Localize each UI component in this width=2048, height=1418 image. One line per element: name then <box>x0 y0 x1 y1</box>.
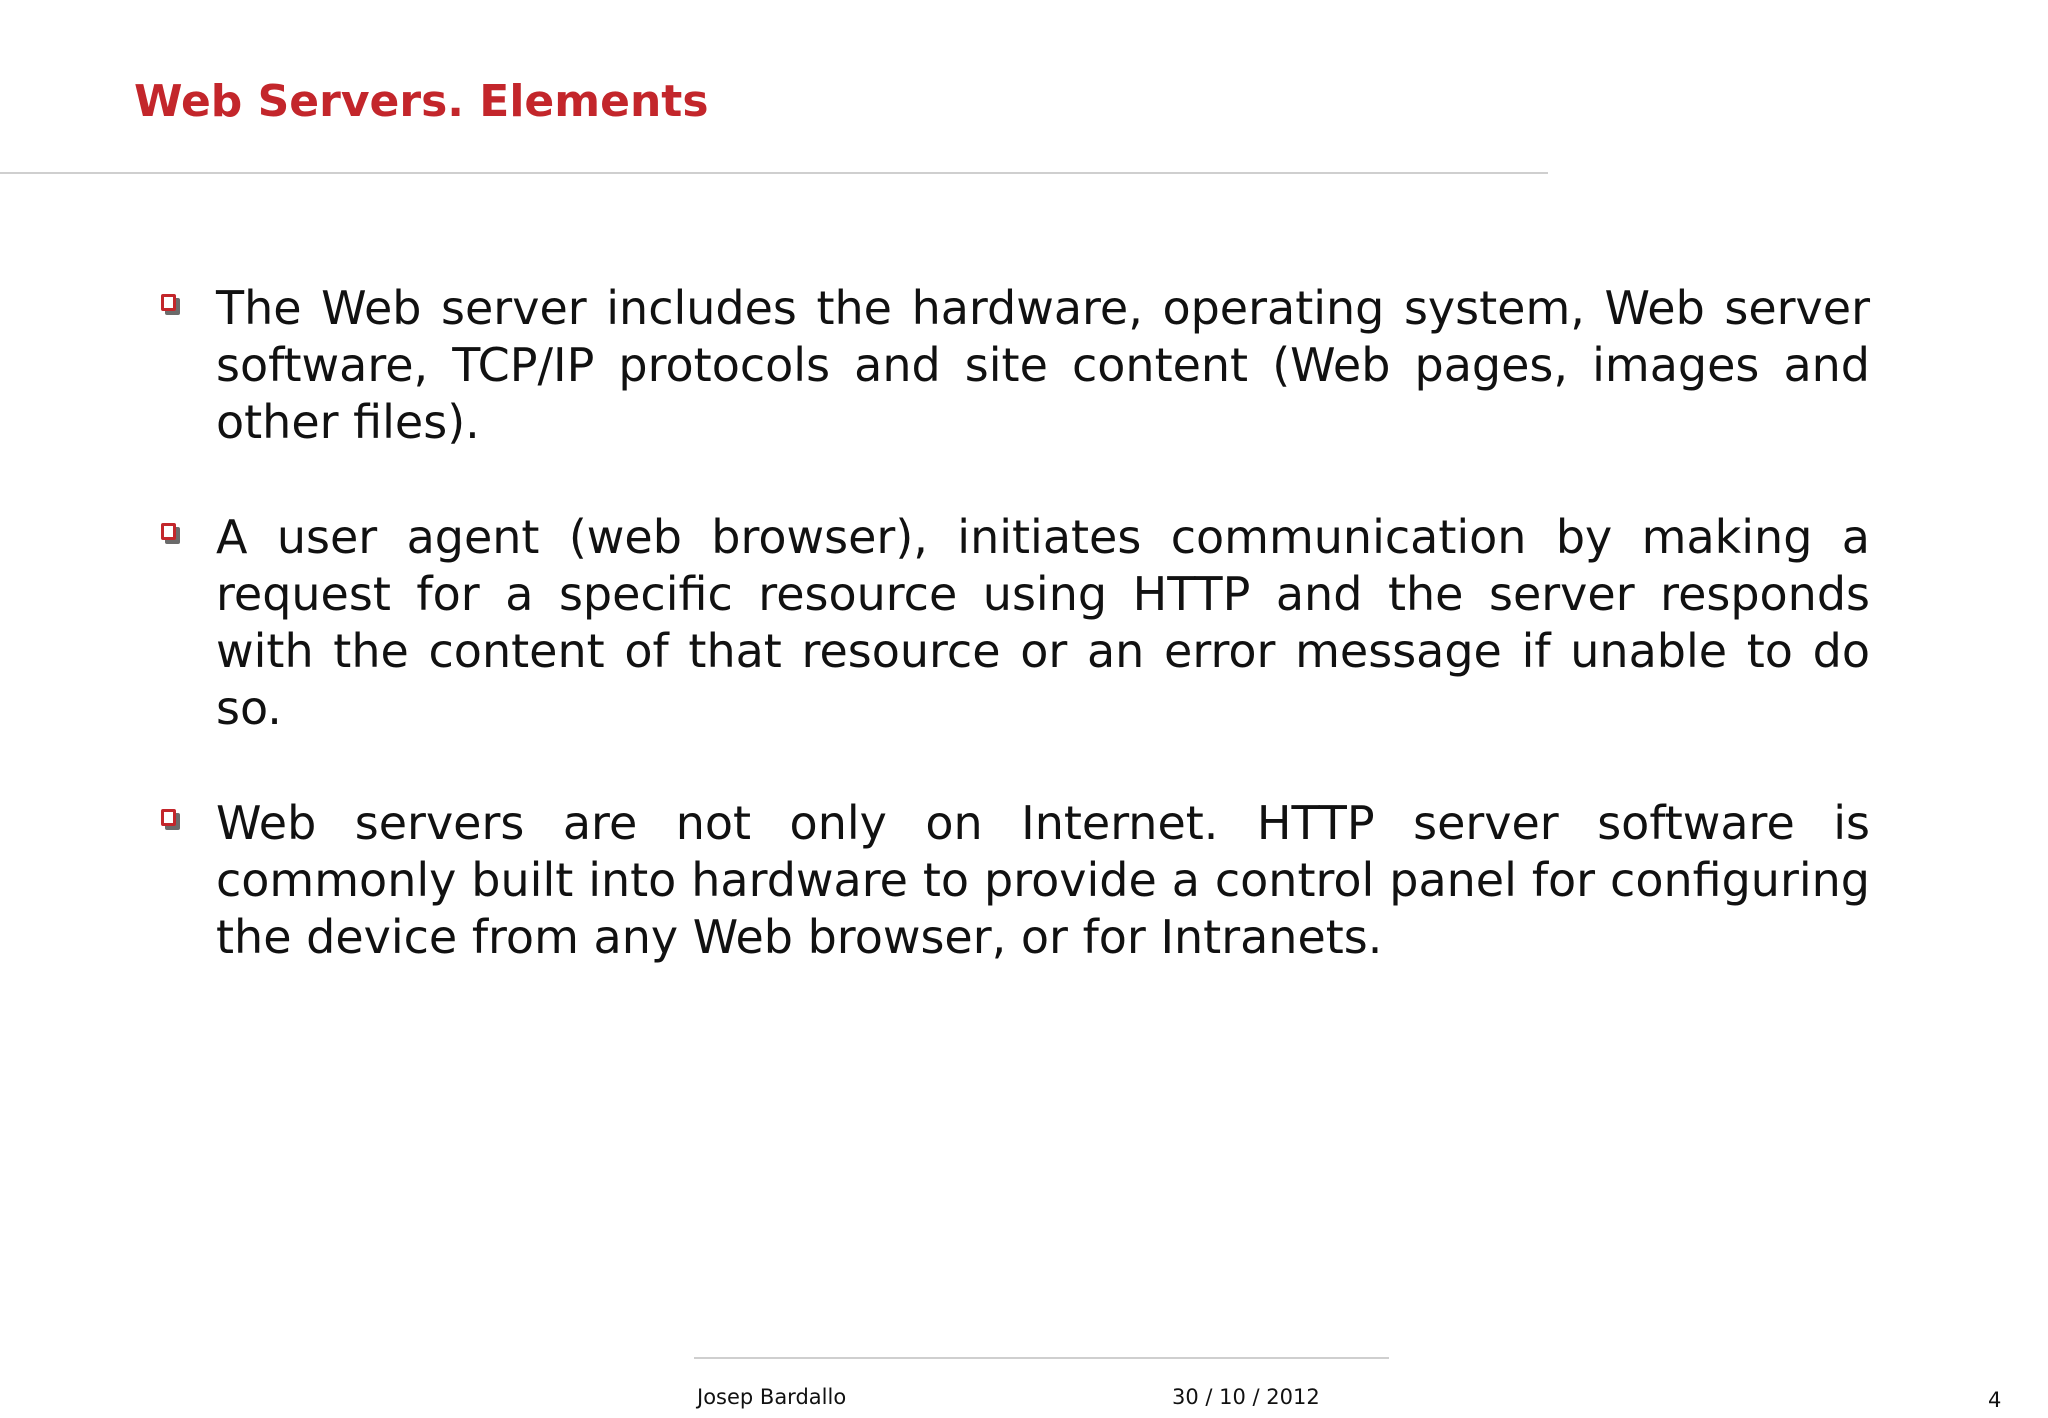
bullet-item <box>156 509 1870 737</box>
title-divider <box>0 172 1548 174</box>
slide-content <box>156 280 1870 966</box>
bullet-text: Web servers are not only on Internet. HTTP server software is commonly built into hardware to provide a control panel for configuring the device from any Web browser, or for Intranets. <box>216 796 1870 964</box>
page-number: 4 <box>1988 1388 2002 1412</box>
bullet-item <box>156 280 1870 451</box>
checkbox-bullet-icon <box>161 523 176 540</box>
footer-author: Josep Bardallo <box>697 1385 847 1409</box>
footer-date: 30 / 10 / 2012 <box>1172 1385 1320 1409</box>
bullet-text: The Web server includes the hardware, operating system, Web server software, TCP/IP protocols and site content (Web pages, images and other files). <box>216 281 1870 449</box>
checkbox-bullet-icon <box>161 294 176 311</box>
bullet-text: A user agent (web browser), initiates communication by making a request for a specific resource using HTTP and the server responds with the content of that resource or an error message if unable to do so. <box>216 510 1870 735</box>
footer-divider <box>694 1357 1389 1359</box>
checkbox-bullet-icon <box>161 809 176 826</box>
bullet-item <box>156 795 1870 966</box>
slide-title: Web Servers. Elements <box>134 76 709 127</box>
